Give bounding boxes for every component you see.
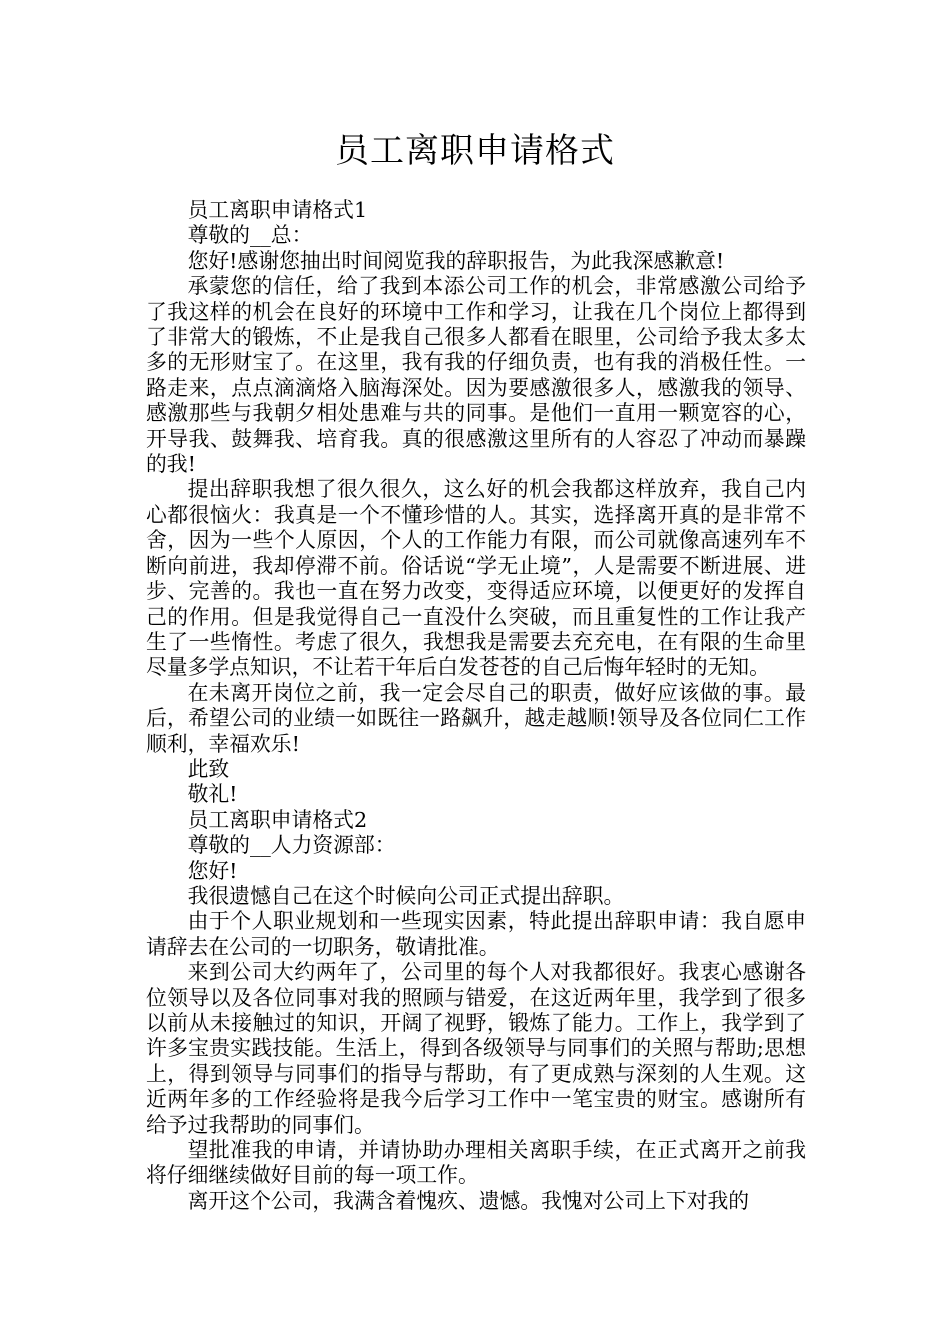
body-paragraph: 提出辞职我想了很久很久，这么好的机会我都这样放弃，我自己内心都很恼火：我真是一个不懂珍惜的人。其实，选择离开真的是非常不舍，因为一些个人原因，个人的工作能力有限，而公司就像高速列车不断向前进，我却停滞不前。俗话说“学无止境”，人是需要不断进展、进步、完善的。我也一直在努力改变，变得适应环境，以便更好的发挥自己的作用。但是我觉得自己一直没什么突破，而且重复性的工作让我产生了一些惰性。考虑了很久，我想我是需要去充充电，在有限的生命里尽量多学点知识，不让若干年后白发苍苍的自己后悔年轻时的无知。 xyxy=(146,477,806,680)
body-paragraph: 我很遗憾自己在这个时候向公司正式提出辞职。 xyxy=(187,883,625,908)
body-paragraph: 离开这个公司，我满含着愧疚、遗憾。我愧对公司上下对我的 xyxy=(187,1188,750,1213)
closing-salute: 敬礼! xyxy=(187,782,238,807)
body-paragraph: 望批准我的申请，并请协助办理相关离职手续，在正式离开之前我将仔细继续做好目前的每一项工作。 xyxy=(146,1138,806,1188)
salutation-2: 尊敬的__人力资源部： xyxy=(187,833,396,858)
section-heading-2: 员工离职申请格式2 xyxy=(187,807,368,832)
closing-line: 此致 xyxy=(187,756,230,781)
document-title: 员工离职申请格式 xyxy=(335,131,615,171)
body-paragraph: 由于个人职业规划和一些现实因素，特此提出辞职申请：我自愿申请辞去在公司的一切职务，敬请批准。 xyxy=(146,909,806,959)
body-paragraph: 来到公司大约两年了，公司里的每个人对我都很好。我衷心感谢各位领导以及各位同事对我的照顾与错爱，在这近两年里，我学到了很多以前从未接触过的知识，开阔了视野，锻炼了能力。工作上，我学到了许多宝贵实践技能。生活上，得到各级领导与同事们的关照与帮助;思想上，得到领导与同事们的指导与帮助，有了更成熟与深刻的人生观。这近两年多的工作经验将是我今后学习工作中一笔宝贵的财宝。感谢所有给予过我帮助的同事们。 xyxy=(146,960,806,1137)
body-paragraph: 在未离开岗位之前，我一定会尽自己的职责，做好应该做的事。最后，希望公司的业绩一如既往一路飙升，越走越顺!领导及各位同仁工作顺利，幸福欢乐! xyxy=(146,680,806,756)
greeting-1: 您好!感谢您抽出时间阅览我的辞职报告，为此我深感歉意! xyxy=(187,248,725,273)
section-heading-1: 员工离职申请格式1 xyxy=(187,198,368,222)
salutation-1: 尊敬的__总： xyxy=(187,223,313,248)
greeting-2: 您好! xyxy=(187,858,238,883)
document-body xyxy=(146,198,806,1214)
body-paragraph: 承蒙您的信任，给了我到本添公司工作的机会，非常感激公司给予了我这样的机会在良好的环境中工作和学习，让我在几个岗位上都得到了非常大的锻炼，不止是我自己很多人都看在眼里，公司给予我太多太多的无形财宝了。在这里，我有我的仔细负责，也有我的消极任性。一路走来，点点滴滴烙入脑海深处。因为要感激很多人，感激我的领导、感激那些与我朝夕相处患难与共的同事。是他们一直用一颗宽容的心，开导我、鼓舞我、培育我。真的很感激这里所有的人容忍了冲动而暴躁的我! xyxy=(146,274,806,477)
